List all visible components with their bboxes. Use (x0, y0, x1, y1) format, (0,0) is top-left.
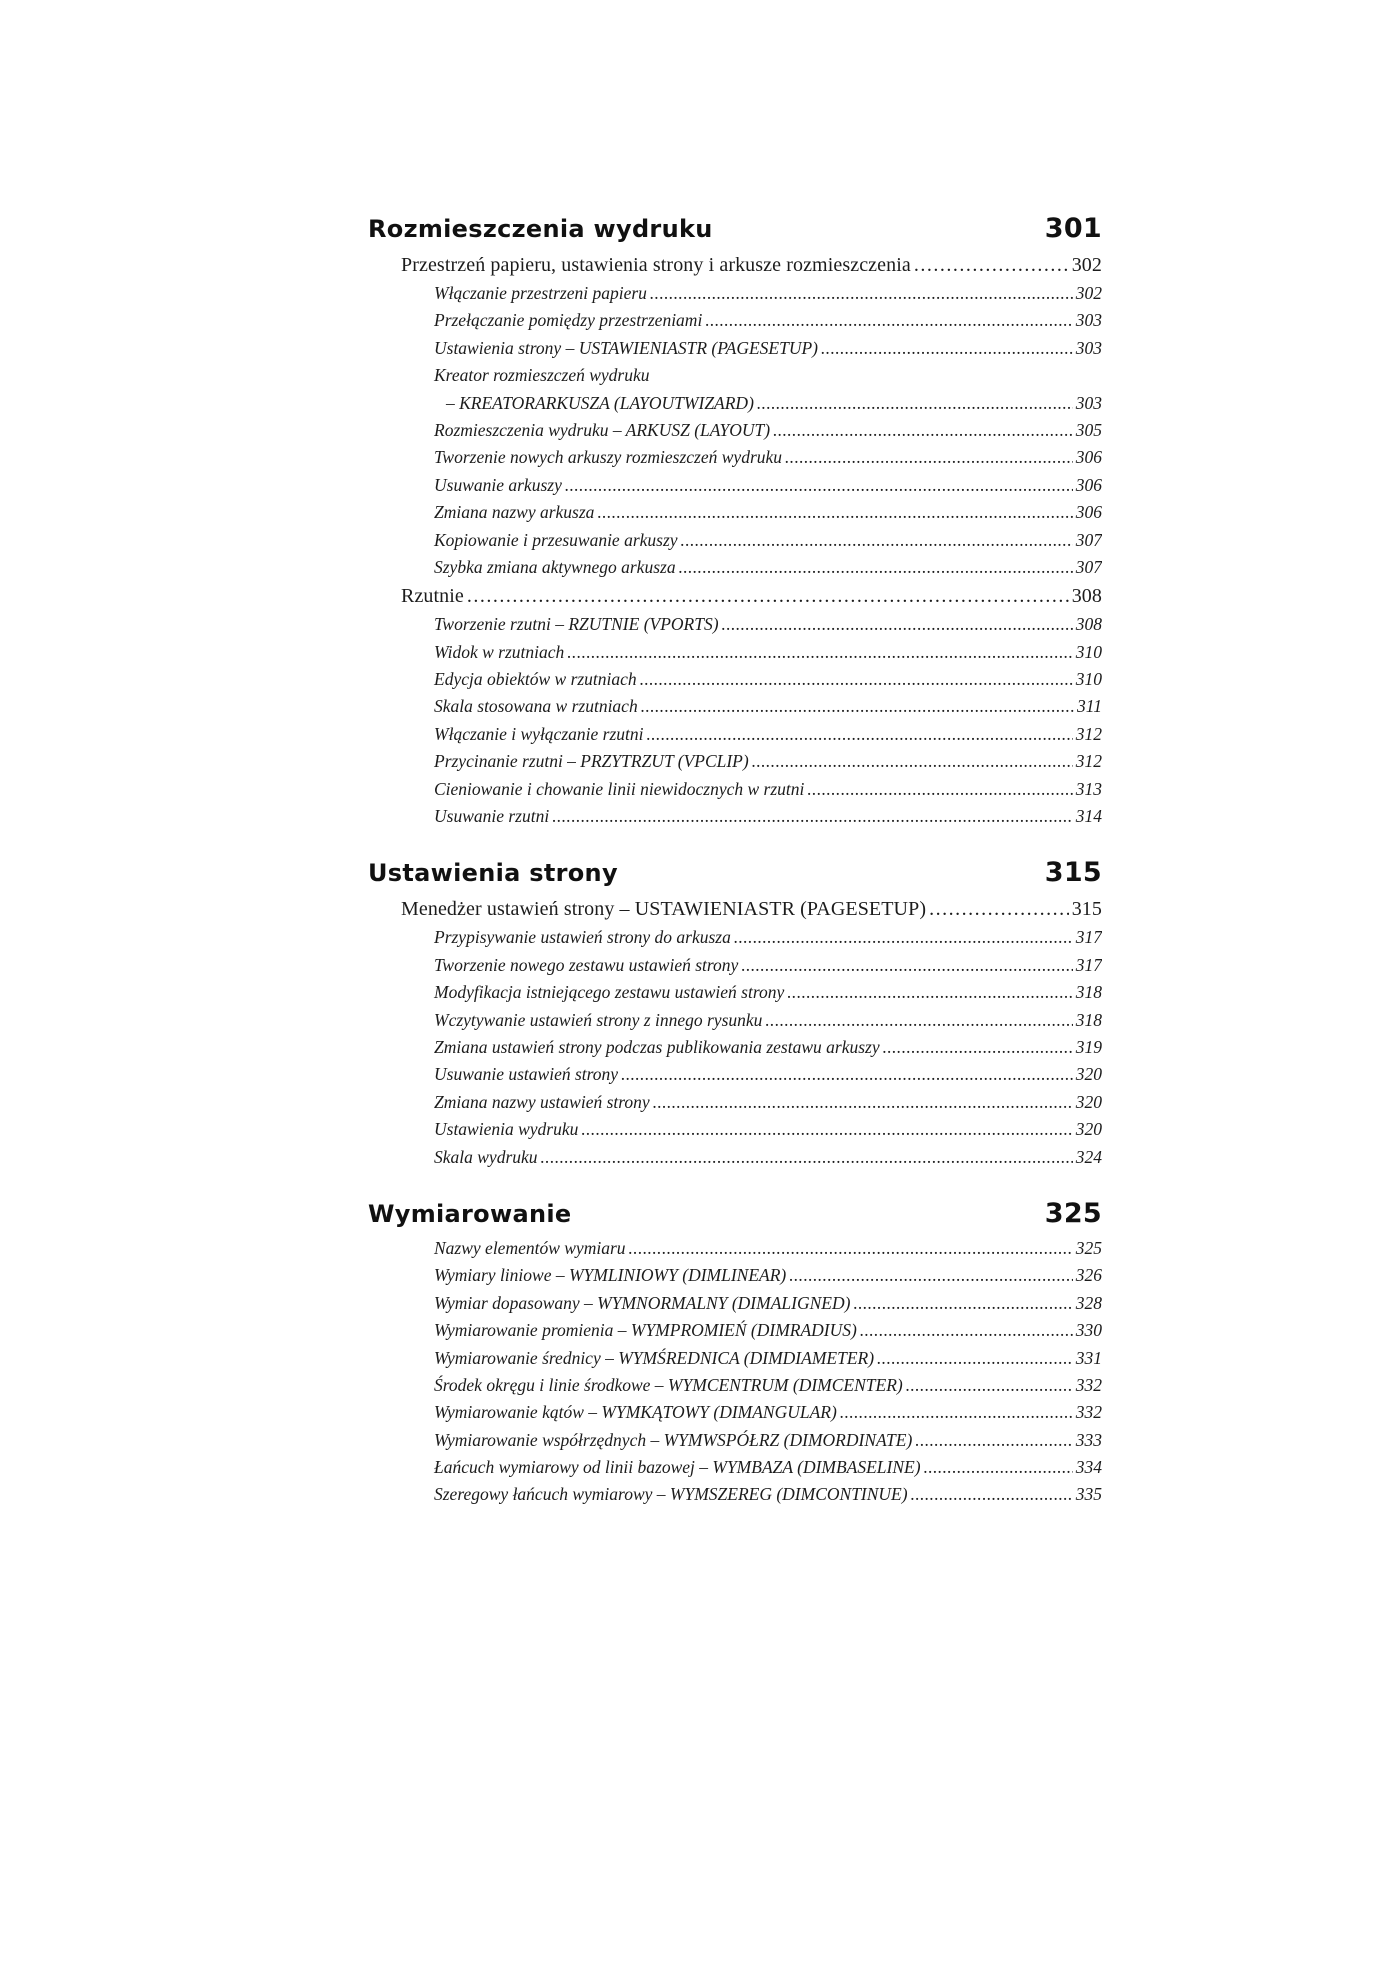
entry-label: Kreator rozmieszczeń wydruku (434, 365, 650, 386)
chapter-page-number: 325 (1044, 1197, 1102, 1229)
dot-leader (734, 924, 1073, 951)
entry-label: Tworzenie nowych arkuszy rozmieszczeń wydruku (434, 447, 783, 468)
entry-label: Edycja obiektów w rzutniach (434, 669, 637, 690)
entry-label: Cieniowanie i chowanie linii niewidocznych w rzutni (434, 778, 805, 799)
dot-leader (467, 581, 1069, 611)
entry-label: Przełączanie pomiędzy przestrzeniami (434, 310, 703, 331)
dot-leader (650, 280, 1073, 307)
dot-leader (789, 1262, 1073, 1289)
toc-subsection-entry (368, 1034, 1102, 1061)
toc-subsection-entry (368, 554, 1102, 581)
dot-leader (773, 417, 1073, 444)
toc-subsection-entry (368, 1262, 1102, 1289)
toc-subsection-entry (368, 1481, 1102, 1508)
toc-subsection-entry (368, 527, 1102, 554)
dot-leader (877, 1345, 1073, 1372)
entry-page-number: 335 (1075, 1484, 1102, 1505)
toc-subsection-entry (368, 1372, 1102, 1399)
entry-page-number: 312 (1075, 751, 1102, 772)
entry-label: Środek okręgu i linie środkowe – WYMCENTRUM (DIMCENTER) (434, 1374, 903, 1395)
toc-subsection-entry (368, 362, 1102, 389)
entry-label: Włączanie przestrzeni papieru (434, 283, 647, 303)
entry-label: Przycinanie rzutni – PRZYTRZUT (VPCLIP) (434, 751, 749, 772)
entry-page-number: 326 (1075, 1265, 1102, 1286)
toc-subsection-entry (368, 1007, 1102, 1034)
toc-section-entry (368, 894, 1102, 924)
toc-section-entry (368, 581, 1102, 611)
toc-subsection-entry (368, 472, 1102, 499)
entry-label: Menedżer ustawień strony – USTAWIENIASTR (PAGESETUP) (401, 898, 927, 921)
entry-page-number: 330 (1075, 1320, 1102, 1341)
toc-subsection-entry (368, 1061, 1102, 1088)
toc-subsection-entry (368, 1116, 1102, 1143)
entry-page-number: 306 (1075, 447, 1102, 468)
entry-label: Rozmieszczenia wydruku – ARKUSZ (LAYOUT) (434, 419, 771, 440)
dot-leader (787, 979, 1072, 1006)
dot-leader (853, 1290, 1072, 1317)
toc-subsection-entry (368, 721, 1102, 748)
entry-page-number: 332 (1075, 1402, 1102, 1423)
entry-page-number: 303 (1075, 337, 1102, 358)
dot-leader (567, 639, 1072, 666)
entry-page-number: 320 (1075, 1091, 1102, 1112)
entry-page-number: 320 (1075, 1064, 1102, 1085)
entry-label: Przestrzeń papieru, ustawienia strony i arkusze rozmieszczenia (401, 254, 911, 276)
entry-page-number: 308 (1075, 614, 1102, 635)
dot-leader (765, 1007, 1072, 1034)
entry-label: – KREATORARKUSZA (LAYOUTWIZARD) (446, 392, 754, 413)
entry-label: Wymiarowanie kątów – WYMKĄTOWY (DIMANGULAR) (434, 1402, 837, 1423)
entry-page-number: 302 (1075, 283, 1102, 303)
toc-subsection-entry (368, 979, 1102, 1006)
toc-subsection-entry (368, 1144, 1102, 1171)
toc-subsection-entry (368, 1089, 1102, 1116)
dot-leader (597, 499, 1072, 526)
table-of-contents (368, 208, 1102, 1509)
entry-label: Nazwy elementów wymiaru (434, 1237, 626, 1258)
dot-leader (785, 444, 1073, 471)
entry-page-number: 320 (1075, 1119, 1102, 1140)
entry-label: Ustawienia wydruku (434, 1119, 579, 1140)
toc-section-entry (368, 250, 1102, 280)
entry-label: Wczytywanie ustawień strony z innego rysunku (434, 1009, 763, 1030)
entry-page-number: 333 (1075, 1429, 1102, 1450)
dot-leader (681, 527, 1073, 554)
entry-page-number: 311 (1077, 696, 1102, 717)
dot-leader (647, 721, 1073, 748)
entry-page-number: 303 (1075, 392, 1102, 413)
entry-page-number: 313 (1075, 778, 1102, 799)
entry-page-number: 318 (1075, 982, 1102, 1003)
entry-label: Zmiana ustawień strony podczas publikowania zestawu arkuszy (434, 1036, 880, 1057)
dot-leader (929, 894, 1069, 924)
dot-leader (653, 1089, 1073, 1116)
entry-page-number: 332 (1075, 1374, 1102, 1395)
entry-label: Usuwanie ustawień strony (434, 1064, 619, 1085)
entry-page-number: 302 (1071, 254, 1102, 276)
entry-label: Zmiana nazwy ustawień strony (434, 1091, 650, 1112)
entry-page-number: 308 (1071, 585, 1102, 608)
dot-leader (552, 803, 1073, 830)
entry-page-number: 310 (1075, 669, 1102, 690)
entry-page-number: 315 (1071, 898, 1102, 921)
entry-page-number: 325 (1075, 1237, 1102, 1258)
toc-subsection-entry (368, 803, 1102, 830)
entry-label: Szeregowy łańcuch wymiarowy – WYMSZEREG (DIMCONTINUE) (434, 1484, 908, 1505)
dot-leader (821, 335, 1073, 362)
entry-label: Usuwanie rzutni (434, 806, 550, 827)
toc-subsection-entry (368, 307, 1102, 334)
entry-label: Szybka zmiana aktywnego arkusza (434, 556, 676, 577)
toc-subsection-entry (368, 1454, 1102, 1481)
entry-page-number: 318 (1075, 1009, 1102, 1030)
dot-leader (565, 472, 1073, 499)
dot-leader (541, 1144, 1073, 1171)
dot-leader (752, 748, 1073, 775)
entry-page-number: 307 (1075, 529, 1102, 550)
chapter-heading (368, 208, 1102, 250)
dot-leader (640, 666, 1073, 693)
toc-subsection-entry (368, 390, 1102, 417)
dot-leader (911, 1481, 1073, 1508)
entry-page-number: 317 (1075, 954, 1102, 975)
entry-page-number: 305 (1075, 419, 1102, 440)
dot-leader (883, 1034, 1073, 1061)
toc-subsection-entry (368, 1290, 1102, 1317)
toc-subsection-entry (368, 693, 1102, 720)
entry-label: Kopiowanie i przesuwanie arkuszy (434, 529, 678, 550)
entry-page-number: 328 (1075, 1292, 1102, 1313)
chapter-heading (368, 852, 1102, 894)
entry-page-number: 334 (1075, 1457, 1102, 1478)
entry-label: Skala stosowana w rzutniach (434, 696, 638, 717)
dot-leader (621, 1061, 1073, 1088)
entry-label: Łańcuch wymiarowy od linii bazowej – WYMBAZA (DIMBASELINE) (434, 1457, 921, 1478)
entry-label: Włączanie i wyłączanie rzutni (434, 723, 644, 744)
entry-page-number: 303 (1075, 310, 1102, 331)
toc-subsection-entry (368, 639, 1102, 666)
toc-subsection-entry (368, 444, 1102, 471)
entry-label: Wymiarowanie współrzędnych – WYMWSPÓŁRZ (DIMORDINATE) (434, 1429, 913, 1450)
toc-subsection-entry (368, 748, 1102, 775)
toc-subsection-entry (368, 499, 1102, 526)
toc-subsection-entry (368, 1235, 1102, 1262)
toc-subsection-entry (368, 280, 1102, 307)
chapter-page-number: 315 (1044, 857, 1102, 889)
entry-label: Zmiana nazwy arkusza (434, 502, 595, 523)
entry-page-number: 324 (1075, 1146, 1102, 1167)
entry-page-number: 312 (1075, 723, 1102, 744)
entry-page-number: 310 (1075, 641, 1102, 662)
toc-subsection-entry (368, 417, 1102, 444)
dot-leader (906, 1372, 1073, 1399)
toc-subsection-entry (368, 952, 1102, 979)
toc-subsection-entry (368, 776, 1102, 803)
entry-label: Wymiar dopasowany – WYMNORMALNY (DIMALIGNED) (434, 1292, 851, 1313)
dot-leader (840, 1399, 1073, 1426)
entry-page-number: 331 (1075, 1347, 1102, 1368)
toc-subsection-entry (368, 611, 1102, 638)
chapter-title: Wymiarowanie (368, 1199, 572, 1228)
dot-leader (641, 693, 1074, 720)
entry-label: Widok w rzutniach (434, 641, 565, 662)
dot-leader (741, 952, 1072, 979)
dot-leader (860, 1317, 1073, 1344)
entry-label: Przypisywanie ustawień strony do arkusza (434, 927, 731, 948)
toc-subsection-entry (368, 1399, 1102, 1426)
entry-label: Usuwanie arkuszy (434, 474, 562, 495)
entry-page-number: 314 (1075, 806, 1102, 827)
dot-leader (722, 611, 1073, 638)
chapter-heading (368, 1193, 1102, 1235)
entry-page-number: 319 (1075, 1036, 1102, 1057)
toc-subsection-entry (368, 666, 1102, 693)
dot-leader (629, 1235, 1073, 1262)
chapter-title: Ustawienia strony (368, 859, 618, 888)
toc-subsection-entry (368, 1345, 1102, 1372)
dot-leader (915, 1427, 1072, 1454)
toc-subsection-entry (368, 335, 1102, 362)
entry-label: Ustawienia strony – USTAWIENIASTR (PAGESETUP) (434, 337, 819, 358)
chapter-title: Rozmieszczenia wydruku (368, 215, 713, 243)
dot-leader (914, 250, 1069, 280)
entry-label: Wymiarowanie średnicy – WYMŚREDNICA (DIMDIAMETER) (434, 1347, 875, 1368)
dot-leader (924, 1454, 1073, 1481)
entry-label: Skala wydruku (434, 1146, 538, 1167)
toc-subsection-entry (368, 1317, 1102, 1344)
dot-leader (757, 390, 1073, 417)
dot-leader (807, 776, 1072, 803)
chapter-page-number: 301 (1044, 213, 1102, 244)
entry-page-number: 317 (1075, 927, 1102, 948)
entry-page-number: 306 (1075, 474, 1102, 495)
dot-leader (679, 554, 1073, 581)
toc-subsection-entry (368, 1427, 1102, 1454)
entry-label: Wymiarowanie promienia – WYMPROMIEŃ (DIMRADIUS) (434, 1320, 857, 1341)
entry-page-number: 306 (1075, 502, 1102, 523)
entry-label: Tworzenie rzutni – RZUTNIE (VPORTS) (434, 614, 719, 635)
dot-leader (705, 307, 1072, 334)
dot-leader (581, 1116, 1072, 1143)
entry-label: Modyfikacja istniejącego zestawu ustawień strony (434, 982, 785, 1003)
entry-label: Wymiary liniowe – WYMLINIOWY (DIMLINEAR) (434, 1265, 787, 1286)
entry-label: Tworzenie nowego zestawu ustawień strony (434, 954, 739, 975)
toc-subsection-entry (368, 924, 1102, 951)
entry-page-number: 307 (1075, 556, 1102, 577)
entry-label: Rzutnie (401, 585, 464, 608)
